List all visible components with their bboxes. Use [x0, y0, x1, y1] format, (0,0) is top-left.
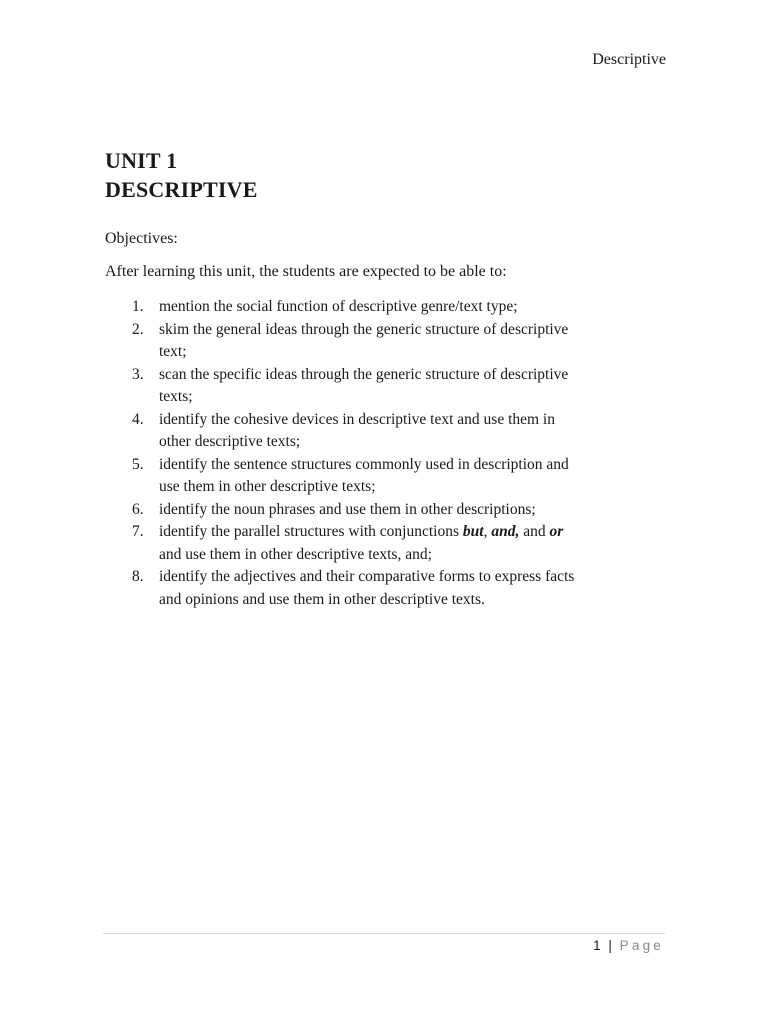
objective-text-continued: texts; [159, 388, 193, 405]
objective-text [159, 521, 665, 544]
unit-title [105, 146, 258, 204]
objective-item [105, 499, 665, 522]
objectives-intro: After learning this unit, the students are expected to be able to: [105, 263, 507, 280]
objective-text-continued: text; [159, 343, 187, 360]
objective-text: skim the general ideas through the generic structure of descriptive [159, 320, 569, 338]
objective-number: 1. [132, 298, 144, 315]
objective-text-part: and [519, 523, 550, 540]
objective-number: 5. [132, 455, 144, 473]
objective-item [105, 296, 665, 319]
page-number: 1 [593, 938, 601, 953]
page-label: Page [619, 938, 664, 953]
objective-item [105, 364, 665, 409]
objective-text-part: identify the parallel structures with conjunctions [159, 523, 463, 540]
objectives-heading: Objectives: [105, 230, 178, 247]
objective-item [105, 454, 665, 499]
unit-number: UNIT 1 [105, 148, 178, 173]
objective-text: scan the specific ideas through the generic structure of descriptive [159, 365, 569, 383]
conjunction-and: and, [491, 523, 520, 540]
objective-text: mention the social function of descriptive genre/text type; [159, 298, 518, 315]
objective-item [105, 521, 665, 566]
objective-text: identify the cohesive devices in descriptive text and use them in [159, 410, 555, 428]
objectives-list [105, 296, 665, 611]
footer-separator: | [608, 938, 612, 953]
objective-item [105, 409, 665, 454]
footer-divider [103, 933, 665, 934]
unit-name: DESCRIPTIVE [105, 177, 258, 202]
objective-text-continued: use them in other descriptive texts; [159, 478, 376, 495]
objective-item [105, 319, 665, 364]
objective-text-continued: and use them in other descriptive texts, and; [159, 545, 432, 563]
objective-number: 6. [132, 500, 144, 518]
conjunction-or: or [549, 523, 564, 540]
objective-text-continued: and opinions and use them in other descriptive texts. [159, 590, 485, 608]
running-header: Descriptive [592, 51, 666, 68]
objective-number: 2. [132, 320, 144, 338]
objective-text: identify the noun phrases and use them in other descriptions; [159, 500, 536, 518]
objective-text-part: , [483, 523, 492, 540]
objective-text-continued: other descriptive texts; [159, 433, 301, 450]
conjunction-but: but [462, 523, 484, 540]
objective-text: identify the sentence structures commonly used in description and [159, 455, 569, 473]
page-footer [593, 937, 664, 955]
objective-number: 7. [132, 523, 144, 540]
objective-text: identify the adjectives and their comparative forms to express facts [159, 568, 575, 585]
objective-number: 8. [132, 568, 144, 585]
objective-item [105, 566, 665, 611]
objective-number: 4. [132, 410, 144, 428]
objective-number: 3. [132, 365, 144, 383]
